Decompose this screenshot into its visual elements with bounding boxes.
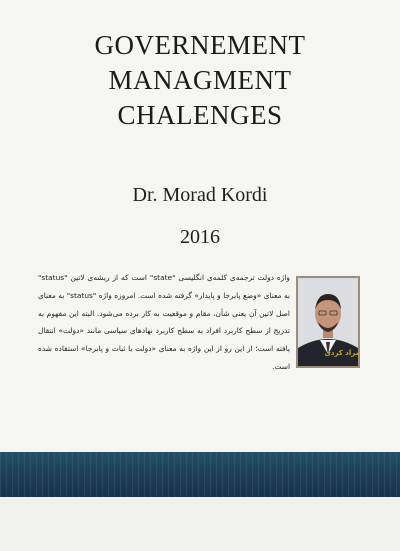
title-line-3: CHALENGES — [117, 100, 283, 130]
book-title — [0, 28, 400, 133]
author-name: Dr. Morad Kordi — [132, 184, 268, 206]
author-bio — [38, 269, 290, 376]
bio-text: واژه دولت ترجمه‌ی کلمه‌ی انگلیسی "state" است که از ریشه‌ی لاتین "status" به معنای «وضع پابرجا و پایدار» گرفته شده است. امروزه واژه "status" به معنای اصل لاتین آن یعنی شأن، مقام و موقعیت به کار برده می‌شود. البته این مفهوم به تدریج از سطح کاربرد افراد به سطح کاربرد نهادهای سیاسی مانند «دولت» انتقال یافته است؛ از این رو از این واژه به معنای «دولت با ثبات و پابرجا» استفاده شده است. — [38, 273, 290, 371]
publication-year: 2016 — [180, 226, 220, 248]
title-line-1: GOVERNEMENT — [94, 30, 306, 60]
cover-bottom-margin — [0, 497, 400, 551]
title-line-2: MANAGMENT — [108, 65, 292, 95]
decorative-band-texture — [0, 452, 400, 497]
photo-caption: مراد کردی — [324, 349, 360, 357]
